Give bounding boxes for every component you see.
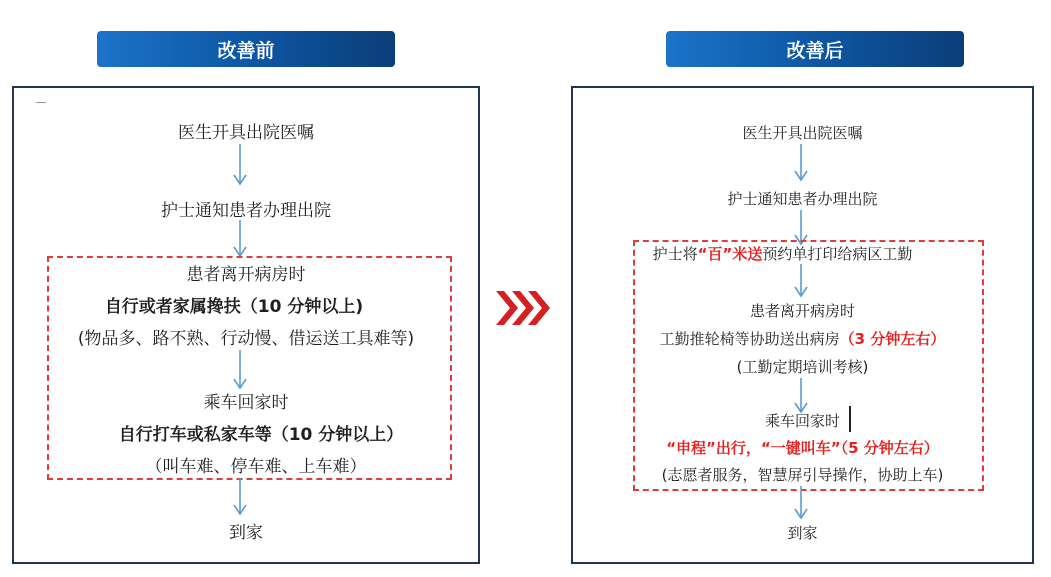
after-ride-title: 乘车回家时 <box>764 412 840 430</box>
after-step3-suffix: 预约单打印给病区工勤 <box>762 245 913 263</box>
chevron-right-icon <box>496 291 552 325</box>
after-ride-note: (志愿者服务，智慧屏引导操作，协助上车) <box>661 466 944 484</box>
after-step3-prefix: 护士将 <box>652 245 698 263</box>
after-header: 改善后 <box>666 31 964 67</box>
before-ride-title: 乘车回家时 <box>203 393 289 413</box>
after-leave-method-text: 工勤推轮椅等协助送出病房 <box>659 330 840 348</box>
arrow-down-icon <box>232 350 248 390</box>
before-end-home: 到家 <box>229 523 263 543</box>
arrow-down-icon <box>232 144 248 186</box>
before-panel <box>12 86 480 564</box>
before-dashed-box <box>47 256 452 480</box>
before-step-doctor-order: 医生开具出院医嘱 <box>178 123 314 143</box>
before-leave-method: 自行或者家属搀扶（10 分钟以上) <box>104 297 364 317</box>
after-leave-note: (工勤定期培训考核) <box>736 358 869 376</box>
arrow-down-icon <box>793 144 809 182</box>
after-step-print-form <box>533 243 1032 264</box>
after-leave-method <box>573 328 1032 349</box>
after-step3-highlight: “百”米送 <box>697 245 763 263</box>
arrow-down-icon <box>793 486 809 520</box>
after-panel <box>571 86 1034 564</box>
after-leave-method-time: （3 分钟左右） <box>839 330 946 348</box>
arrow-down-icon <box>793 378 809 414</box>
before-leave-reason: (物品多、路不熟、行动慢、借运送工具难等) <box>77 329 415 349</box>
before-ride-method: 自行打车或私家车等（10 分钟以上） <box>118 425 404 445</box>
after-step-doctor-order: 医生开具出院医嘱 <box>742 124 863 142</box>
small-mark <box>36 102 46 103</box>
before-step-nurse-notify: 护士通知患者办理出院 <box>161 201 331 221</box>
before-leave-title: 患者离开病房时 <box>186 265 306 285</box>
after-step-nurse-notify: 护士通知患者办理出院 <box>727 190 878 208</box>
arrow-down-icon <box>793 264 809 298</box>
text-cursor <box>849 406 851 432</box>
arrow-down-icon <box>232 478 248 516</box>
after-leave-title: 患者离开病房时 <box>749 302 855 320</box>
before-header: 改善前 <box>97 31 395 67</box>
arrow-down-icon <box>232 220 248 258</box>
after-end-home: 到家 <box>787 524 818 542</box>
after-ride-method: “申程”出行，“一键叫车”（5 分钟左右） <box>666 439 939 457</box>
before-ride-reason: （叫车难、停车难、上车难） <box>145 457 367 477</box>
